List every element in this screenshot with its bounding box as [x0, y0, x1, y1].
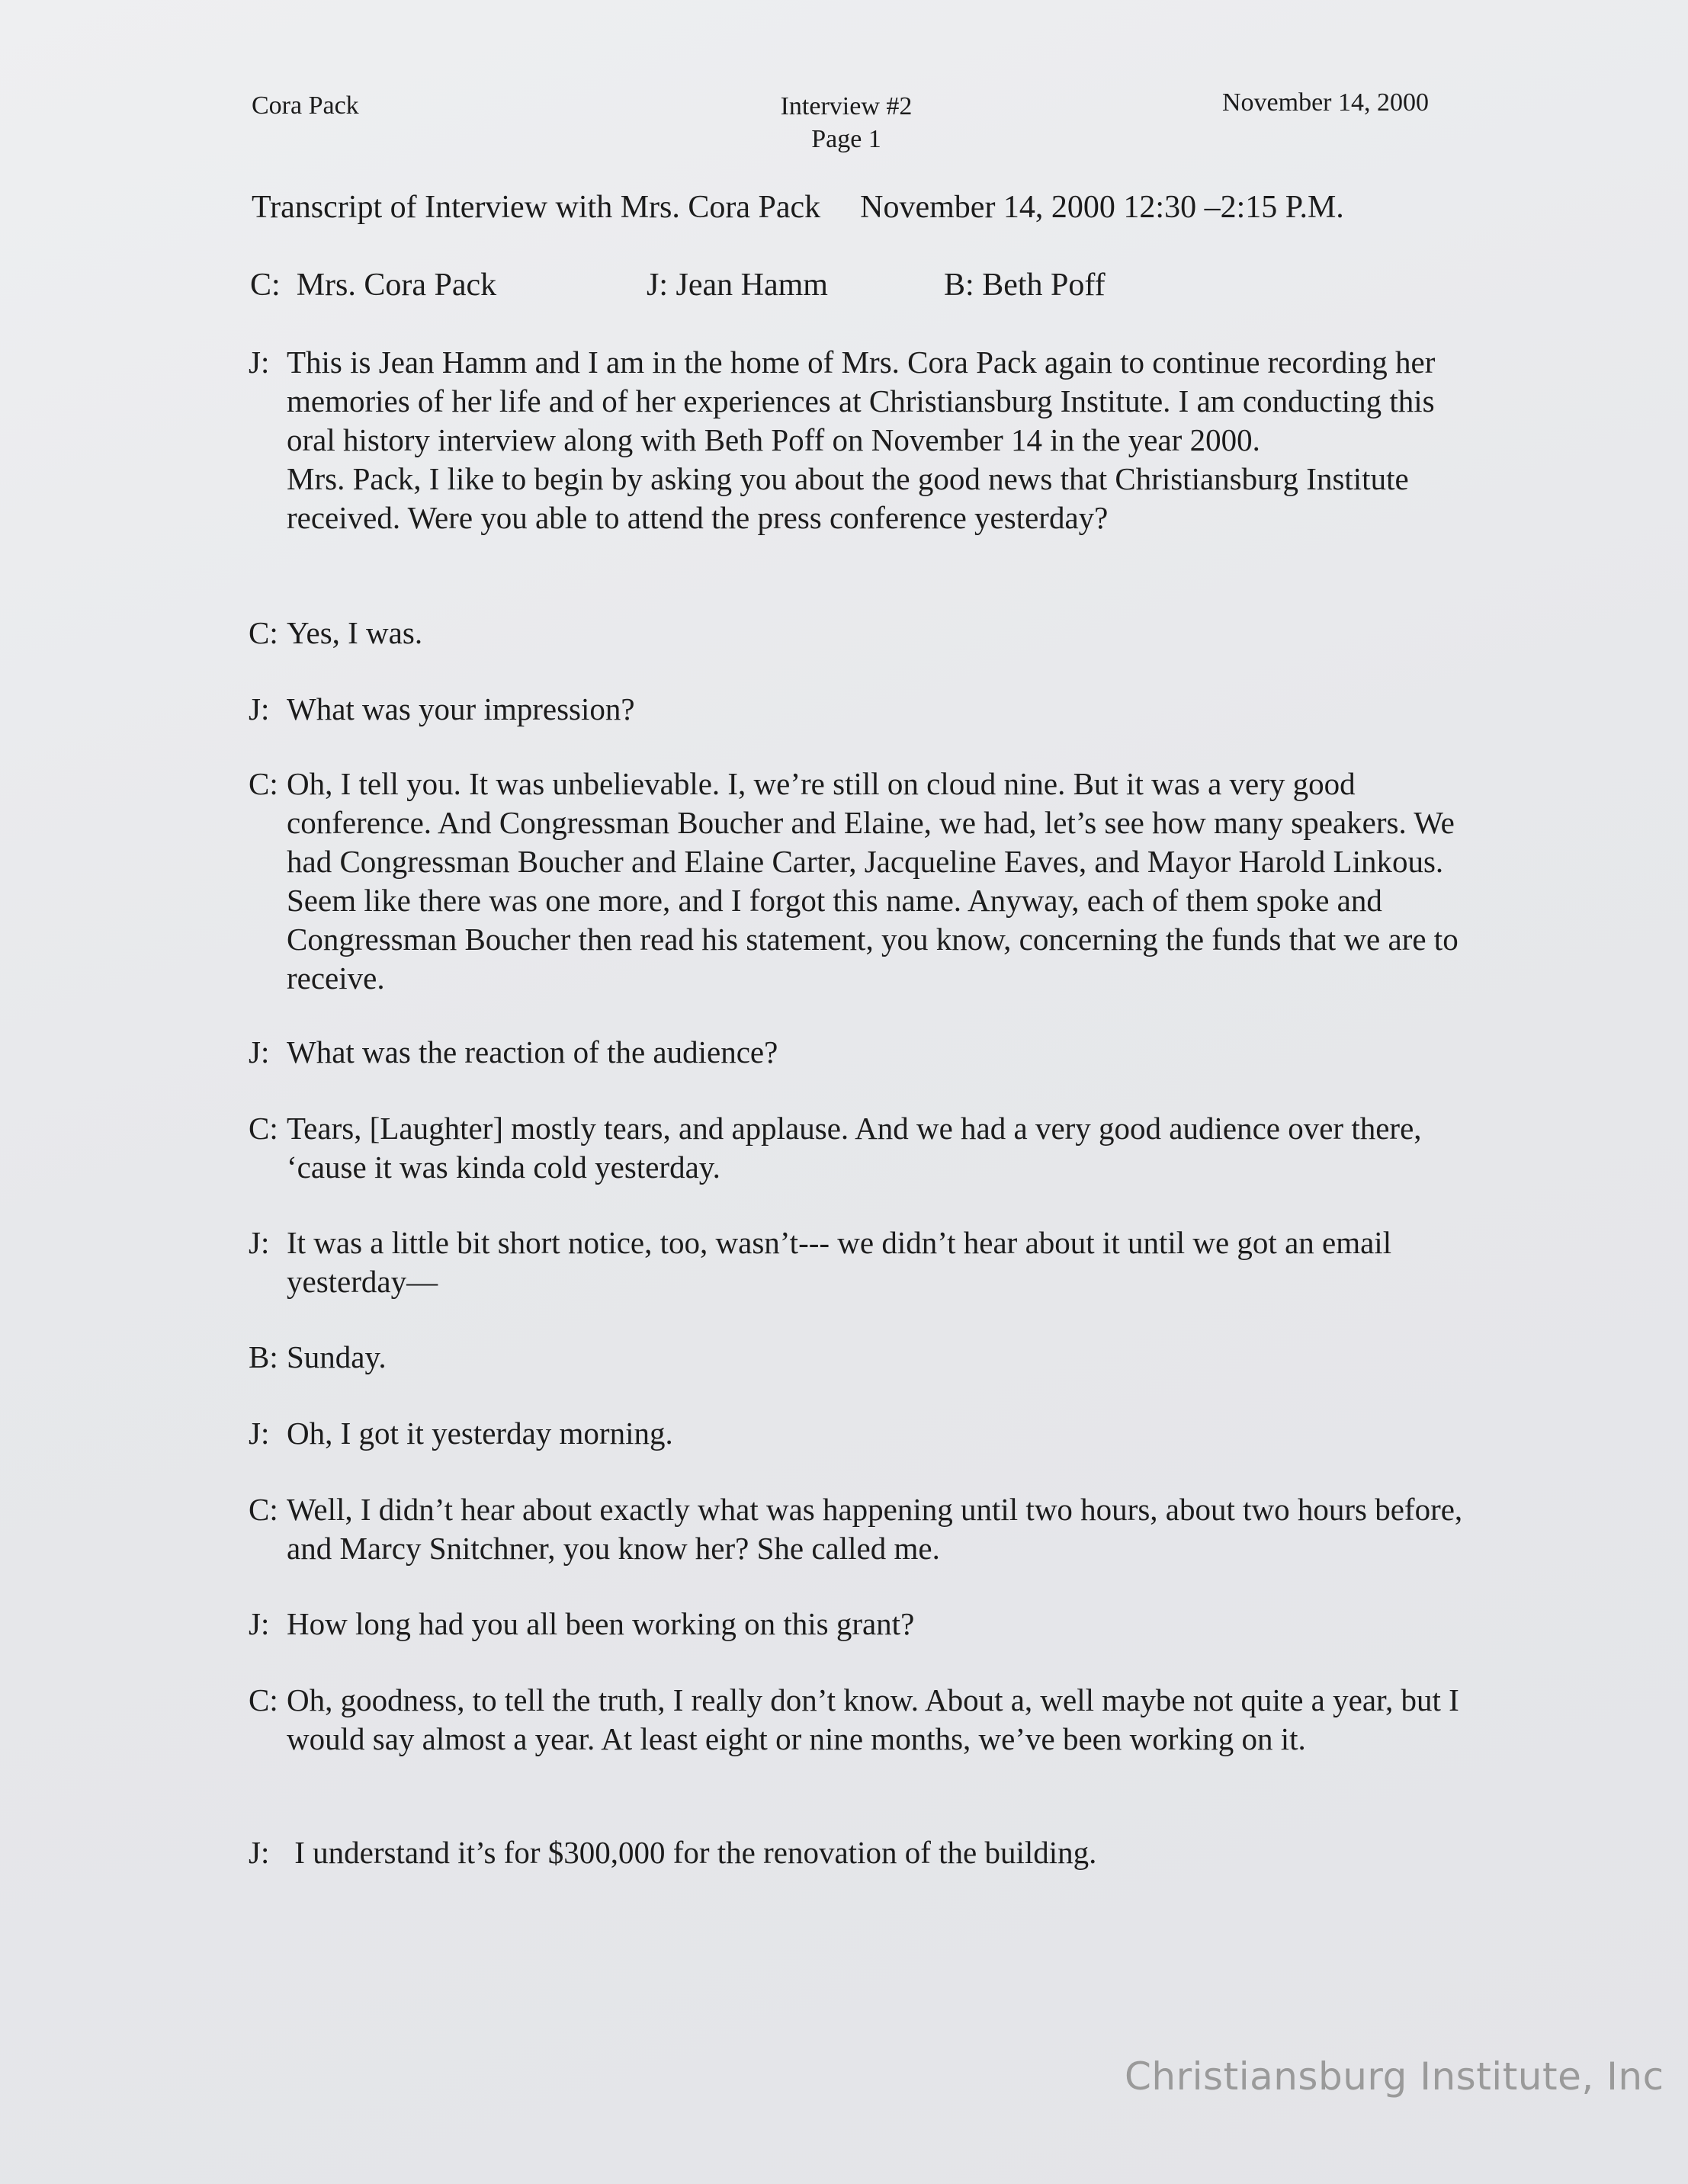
speaker-label: J:: [249, 1606, 270, 1641]
exchange-7: [249, 1223, 1484, 1301]
exchange-11: [249, 1605, 1484, 1644]
speaker-label: C:: [249, 766, 278, 801]
exchange-9: [249, 1414, 1484, 1453]
speaker-label: C:: [249, 1492, 278, 1527]
speaker-key-j: J: Jean Hamm: [647, 268, 828, 303]
exchange-text: Oh, I tell you. It was unbelievable. I, we’re still on cloud nine. But it was a very good conference. And Congressman Boucher and Elaine, we had, let’s see how many speakers. We had Congressman Boucher and Elaine Carter, Jacqueline Eaves, and Mayor Harold Linkous. Seem like there was one more, and I forgot this name. Anyway, each of them spoke and Congressman Boucher then read his statement, you know, concerning the funds that we are to receive.: [287, 766, 1459, 996]
transcript-title-text: Transcript of Interview with Mrs. Cora Pack: [252, 190, 821, 225]
exchange-text: This is Jean Hamm and I am in the home of Mrs. Cora Pack again to continue recording her memories of her life and of her experiences at Christiansburg Institute. I am conducting this oral history interview along with Beth Poff on November 14 in the year 2000.: [287, 345, 1436, 457]
exchange-text: It was a little bit short notice, too, wasn’t--- we didn’t hear about it until we got an email yesterday—: [287, 1225, 1392, 1299]
speaker-label: J:: [249, 691, 270, 726]
speaker-label: J:: [249, 1034, 270, 1070]
transcript-title: [252, 189, 1344, 226]
header-date: November 14, 2000: [1222, 88, 1430, 117]
exchange-text: What was your impression?: [287, 691, 635, 726]
interview-number: Interview #2: [780, 92, 913, 120]
exchange-8: [249, 1338, 1484, 1377]
exchange-text: What was the reaction of the audience?: [287, 1034, 778, 1070]
exchange-2: [249, 614, 1484, 653]
speaker-label: B:: [249, 1339, 278, 1374]
exchange-1: [249, 343, 1484, 537]
exchange-text: Oh, I got it yesterday morning.: [287, 1416, 673, 1451]
exchange-5: [249, 1033, 1484, 1072]
exchange-text: Sunday.: [287, 1339, 387, 1374]
header-interview-number: [732, 90, 961, 156]
speaker-label: J:: [249, 1835, 270, 1870]
exchange-12: [249, 1681, 1484, 1759]
speaker-label: C:: [249, 1682, 278, 1717]
exchange-text: Well, I didn’t hear about exactly what was happening until two hours, about two hours before, and Marcy Snitchner, you know her? She called me.: [287, 1492, 1463, 1566]
exchange-text: Yes, I was.: [287, 615, 423, 650]
exchange-text: I understand it’s for $300,000 for the renovation of the building.: [287, 1835, 1097, 1870]
exchange-text-continued: Mrs. Pack, I like to begin by asking you about the good news that Christiansburg Institute received. Were you able to attend the press conference yesterday?: [287, 461, 1409, 535]
speaker-label: C:: [249, 1111, 278, 1146]
header-interviewee-name: Cora Pack: [252, 91, 359, 120]
watermark: Christiansburg Institute, Inc: [1125, 2054, 1664, 2099]
exchange-text: Tears, [Laughter] mostly tears, and applause. And we had a very good audience over there, ‘cause it was kinda cold yesterday.: [287, 1111, 1422, 1185]
exchange-3: [249, 690, 1484, 729]
speaker-label: J:: [249, 1416, 270, 1451]
exchange-6: [249, 1109, 1484, 1187]
exchange-text: Oh, goodness, to tell the truth, I really don’t know. About a, well maybe not quite a year, but I would say almost a year. At least eight or nine months, we’ve been working on it.: [287, 1682, 1459, 1756]
speaker-label: C:: [249, 615, 278, 650]
speaker-key-c: C: Mrs. Cora Pack: [250, 268, 497, 303]
speaker-label: J:: [249, 1225, 270, 1260]
speaker-label: J:: [249, 345, 270, 380]
exchange-13: [249, 1833, 1484, 1872]
exchange-text: How long had you all been working on this grant?: [287, 1606, 915, 1641]
speaker-key-b: B: Beth Poff: [944, 268, 1106, 303]
page-number: Page 1: [811, 125, 881, 153]
exchange-10: [249, 1490, 1484, 1568]
transcript-date-time: November 14, 2000 12:30 –2:15 P.M.: [860, 190, 1344, 225]
exchange-4: [249, 765, 1484, 998]
